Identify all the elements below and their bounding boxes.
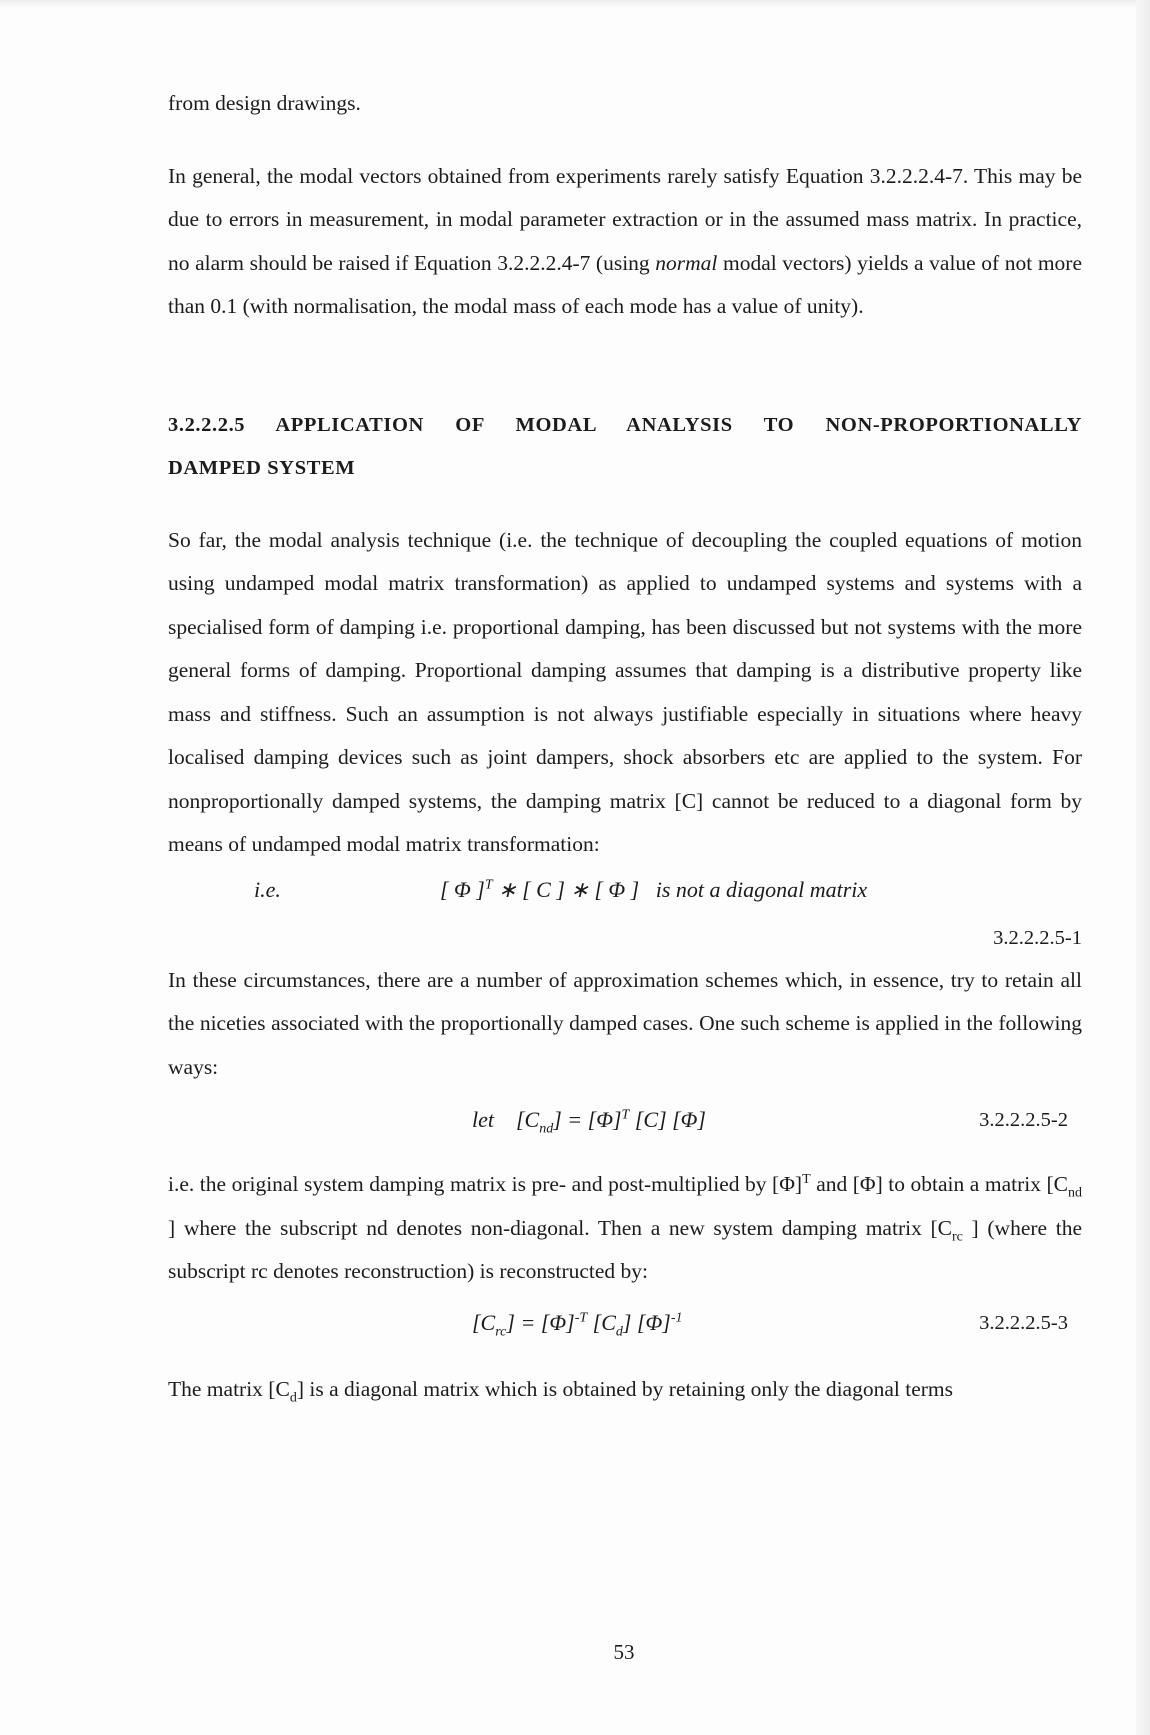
subscript: rc [952,1228,963,1244]
heading-line-2: DAMPED SYSTEM [168,456,356,479]
page-number [0,1640,1150,1665]
expr-part: [C [587,1309,616,1335]
expr-part: [C] [Φ] [629,1107,706,1132]
text-segment: i.e. the original system damping matrix is pre- and post-multiplied by [Φ] [168,1172,803,1196]
page-shade-right [1136,0,1150,1735]
expr-part: [ Φ ] [440,876,485,902]
subscript: d [615,1323,623,1339]
paragraph-intro: from design drawings. [168,91,361,115]
transpose-superscript: T [484,877,493,893]
subscript: nd [539,1121,554,1137]
page-content [168,82,1082,1411]
subscript: rc [495,1323,507,1339]
text-segment: ] is a diagonal matrix which is obtained by retaining only the diagonal terms [296,1376,954,1401]
equation-3-2-2-2-5-3 [168,1300,1082,1368]
paragraph-nonproportional-damping: So far, the modal analysis technique (i.e. the technique of decoupling the coupled equations of motion using undamped modal matrix transformation) as applied to undamped systems and systems with a specialised form of damping i.e. proportional damping, has been discussed but not systems with the more general forms of damping. Proportional damping assumes that damping is a distributive property like mass and stiffness. Such an assumption is not always justifiable especially in situations where heavy localised damping devices such as joint dampers, shock absorbers etc are applied to the system. For nonproportionally damped systems, the damping matrix [C] cannot be reduced to a diagonal form by means of undamped modal matrix transformation: [168,527,1082,856]
equation-expression [472,1309,683,1339]
equation-expression [440,877,867,903]
expr-part: [C [472,1309,496,1335]
expr-part: ] = [Φ] [553,1107,622,1132]
text-segment: In general, the modal vectors obtained from experiments rarely satisfy Equation 3.2.2.2.4-7. This may be due to errors in measurement, in modal parameter extraction or in the assumed mass matrix. In practice, no alarm should be raised if Equation 3.2.2.2.4-7 (using [168,163,1082,275]
equation-number-row [168,919,1082,959]
paragraph-diagonal-matrix [168,1368,1082,1412]
paragraph-approximation: In these circumstances, there are a number of approximation schemes which, in essence, try to retain all the niceties associated with the proportionally damped cases. One such scheme is applied in the following ways: [168,967,1082,1079]
emphasis-normal: normal [655,250,718,275]
equation-prefix: i.e. [254,876,281,902]
superscript: -1 [670,1310,683,1326]
paragraph-reconstruction [168,1163,1082,1294]
superscript: T [621,1107,630,1123]
expr-part: ] [Φ] [622,1309,671,1335]
equation-3-2-2-2-5-1 [168,867,1082,919]
text-segment: The matrix [C [168,1376,290,1401]
equation-number: 3.2.2.2.5-1 [993,926,1082,949]
expr-part: [C [516,1107,540,1132]
page-number-text: 53 [613,1640,635,1664]
text-segment: modal vectors) yields a value of not more than 0.1 (with normalisation, the modal mass of each mode has a value of unity). [168,250,1082,318]
superscript: -T [574,1310,588,1326]
paragraph-modal-vectors [168,155,1082,329]
text-segment: ] (where the subscript rc denotes reconstruction) is reconstructed by: [168,1215,1083,1283]
let-keyword: let [472,1107,494,1132]
equation-number: 3.2.2.2.5-2 [979,1109,1068,1131]
subscript: nd [1068,1185,1082,1201]
page-shade-top [0,0,1150,8]
text-segment: and [Φ] to obtain a matrix [C [810,1172,1068,1196]
expr-part: ] = [Φ] [506,1309,575,1335]
subscript: d [289,1389,297,1405]
equation-3-2-2-2-5-2 [168,1095,1082,1163]
section-heading [168,404,1082,490]
expr-part: ∗ [ C ] ∗ [ Φ ] is not a diagonal matrix [492,876,868,902]
superscript: T [802,1171,811,1187]
text-segment: ] where the subscript nd denotes non-diagonal. Then a new system damping matrix [C [168,1215,952,1240]
equation-number: 3.2.2.2.5-3 [979,1311,1068,1334]
heading-line-1: 3.2.2.2.5 APPLICATION OF MODAL ANALYSIS TO NON-PROPORTIONALLY [168,413,1082,436]
equation-expression [472,1107,706,1137]
